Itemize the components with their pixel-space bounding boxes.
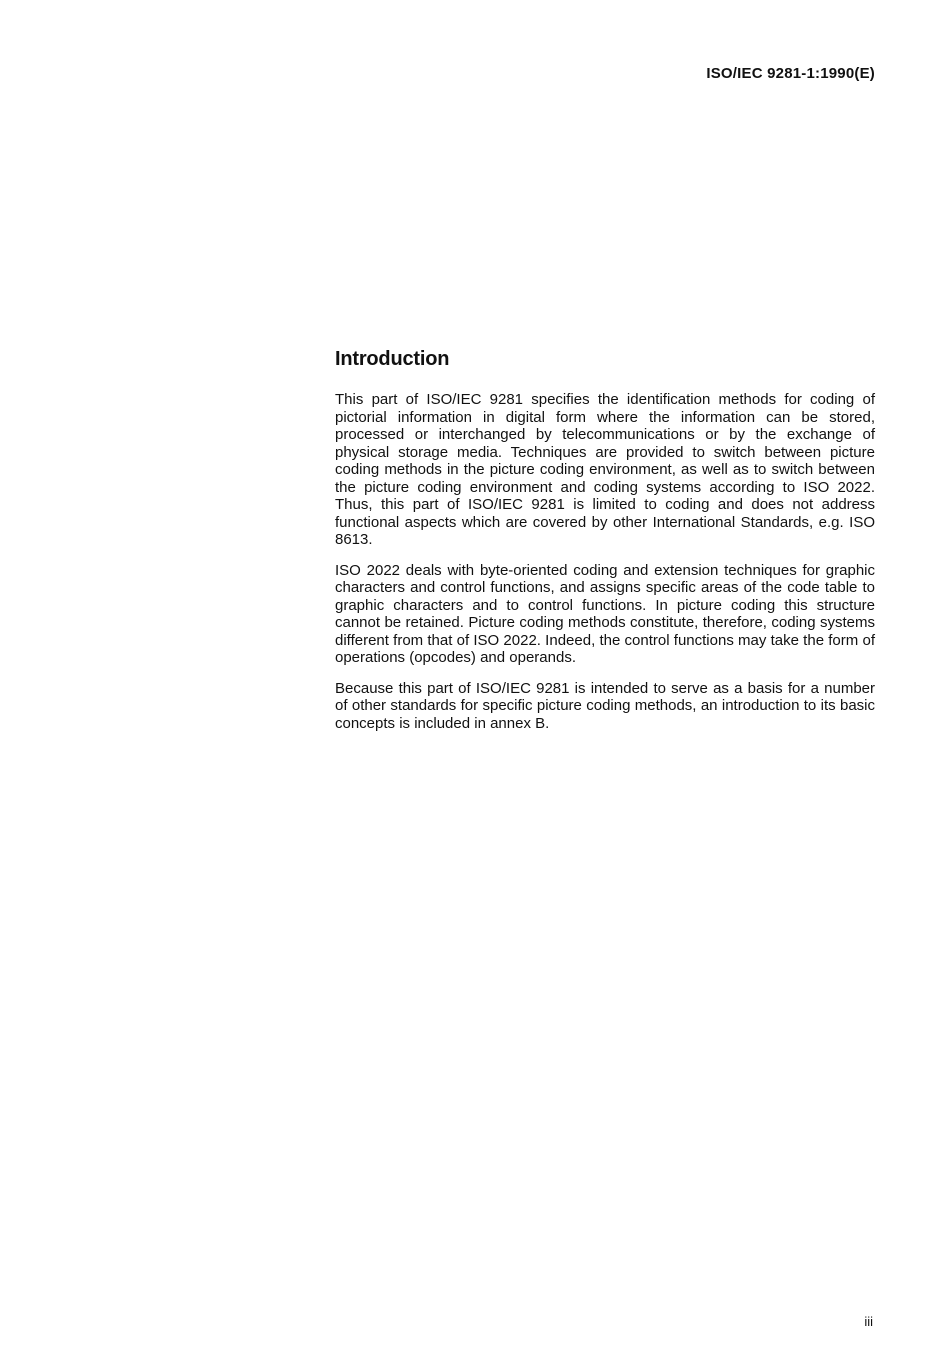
- page-number: iii: [864, 1314, 873, 1329]
- paragraph-3: Because this part of ISO/IEC 9281 is intended to serve as a basis for a number of other standards for specific picture coding methods, an introduction to its basic concepts is included in annex B.: [335, 679, 875, 732]
- section-title: Introduction: [335, 348, 450, 370]
- introduction-section: [335, 348, 875, 745]
- document-identifier: ISO/IEC 9281-1:1990(E): [706, 65, 875, 82]
- paragraph-2: ISO 2022 deals with byte-oriented coding and extension techniques for graphic characters and control functions, and assigns specific areas of the code table to graphic characters and to control functions. In picture coding this structure cannot be retained. Picture coding methods constitute, therefore, coding systems different from that of ISO 2022. Indeed, the control functions may take the form of operations (opcodes) and operands.: [335, 561, 875, 666]
- paragraph-1: This part of ISO/IEC 9281 specifies the identification methods for coding of pictorial information in digital form where the information can be stored, processed or interchanged by telecommunications or by the exchange of physical storage media. Techniques are provided to switch between picture coding methods in the picture coding environment, as well as to switch between the picture coding environment and coding systems according to ISO 2022. Thus, this part of ISO/IEC 9281 is limited to coding and does not address functional aspects which are covered by other International Standards, e.g. ISO 8613.: [335, 391, 875, 548]
